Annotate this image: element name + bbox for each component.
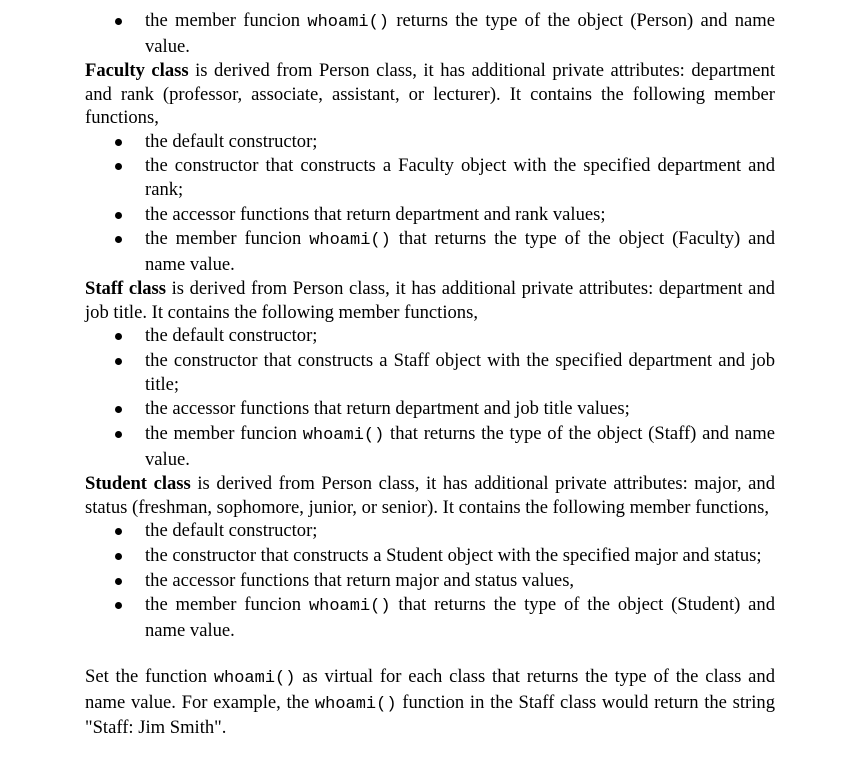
- list-item: the accessor functions that return major and status values,: [85, 569, 775, 593]
- bullet-icon: [115, 163, 122, 170]
- list-item: the default constructor;: [85, 324, 775, 348]
- staff-paragraph: Staff class is derived from Person class, it has additional private attributes: department and job title. It contains the following member functions,: [85, 278, 775, 323]
- code-whoami: whoami(): [314, 694, 397, 714]
- bullet-icon: [115, 358, 122, 365]
- list-item: the member funcion whoami() returns the type of the object (Person) and name value.: [85, 9, 775, 58]
- faculty-paragraph: Faculty class is derived from Person class, it has additional private attributes: department and rank (professor, associate, assistant, or lecturer). It contains the following member functions,: [85, 60, 775, 129]
- bullet-icon: [115, 333, 122, 340]
- closing-paragraph: Set the function whoami() as virtual for each class that returns the type of the class and name value. For example, the whoami() function in the Staff class would return the string "Staff: Jim Smith".: [85, 666, 775, 739]
- faculty-member-list: [85, 130, 775, 277]
- bullet-icon: [115, 528, 122, 535]
- bullet-icon: [115, 431, 122, 438]
- bullet-icon: [115, 139, 122, 146]
- list-item: the constructor that constructs a Staff object with the specified department and job title;: [85, 349, 775, 396]
- list-item: the accessor functions that return department and job title values;: [85, 397, 775, 421]
- staff-member-list: [85, 324, 775, 471]
- list-item: the member funcion whoami() that returns the type of the object (Faculty) and name value.: [85, 227, 775, 276]
- bullet-icon: [115, 553, 122, 560]
- code-whoami: whoami(): [302, 426, 385, 445]
- student-class-title: Student class: [85, 473, 191, 495]
- list-item: the constructor that constructs a Faculty object with the specified department and rank;: [85, 154, 775, 201]
- list-item: the default constructor;: [85, 519, 775, 543]
- bullet-icon: [115, 212, 122, 219]
- code-whoami: whoami(): [309, 231, 391, 251]
- person-member-list: [85, 9, 775, 58]
- list-item: the member funcion whoami() that returns the type of the object (Student) and name value.: [85, 593, 775, 642]
- bullet-icon: [115, 578, 122, 585]
- code-whoami: whoami(): [307, 13, 390, 32]
- faculty-class-title: Faculty class: [85, 60, 189, 82]
- code-whoami: whoami(): [308, 597, 391, 617]
- list-item: the constructor that constructs a Student object with the specified major and status;: [85, 544, 775, 568]
- code-whoami: whoami(): [213, 669, 296, 689]
- staff-class-title: Staff class: [85, 278, 167, 300]
- bullet-icon: [115, 236, 122, 243]
- list-item: the accessor functions that return department and rank values;: [85, 203, 775, 227]
- list-item: the default constructor;: [85, 130, 775, 154]
- student-member-list: [85, 519, 775, 642]
- list-item: the member funcion whoami() that returns the type of the object (Staff) and name value.: [85, 422, 775, 471]
- bullet-icon: [115, 602, 122, 609]
- bullet-icon: [115, 406, 122, 413]
- student-paragraph: Student class is derived from Person class, it has additional private attributes: major, and status (freshman, sophomore, junior, or senior). It contains the following member functions,: [85, 473, 776, 518]
- document-page: [85, 9, 775, 740]
- paragraph-gap: [85, 643, 775, 665]
- bullet-icon: [115, 18, 122, 25]
